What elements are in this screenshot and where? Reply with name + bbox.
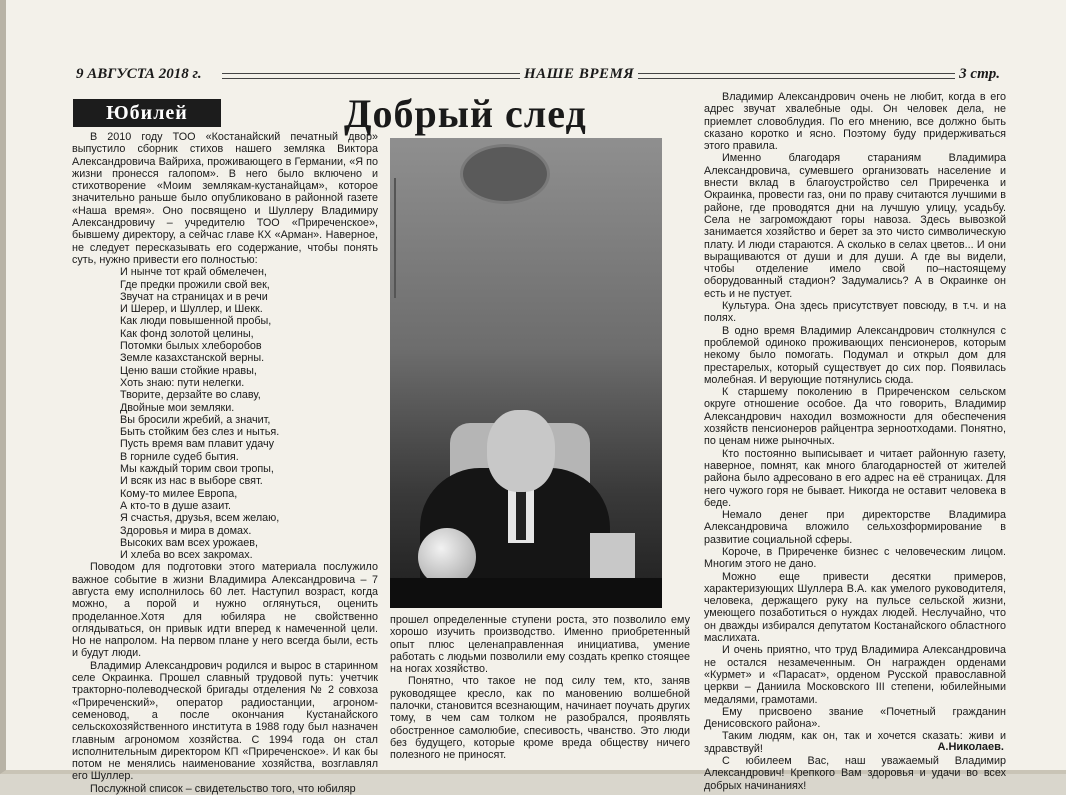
poem-line: Хоть знаю: пути нелегки.	[120, 376, 245, 389]
issue-date: 9 АВГУСТА 2018 г.	[72, 66, 206, 83]
paragraph: Именно благодаря стараниям Владимира Александровича, сумевшего организовать население и внести вклад в благоустройство сел Приреченка и Окраинка, провести газ, они по праву считаются лучшими в районе, где проводятся дни на лучшую улицу, усадьбу. Села не загромождают горы навоза. Здесь вывозкой занимается хозяйство и берет за это чисто символическую плату. И люди стараются. А сколько в селах цветов... И они выращиваются от души и для души. А где вы видели, чтобы отделение имело свой по–настоящему оборудованный стадион? Задумались? А в Окраинке он есть и не пустует.	[704, 152, 1006, 300]
paragraph: Короче, в Приреченке бизнес с человеческим лицом. Многим этого не дано.	[704, 545, 1006, 571]
poem-line: И хлеба во всех закромах.	[120, 549, 253, 562]
poem-line: Кому-то милее Европа,	[120, 487, 238, 500]
penholder-shape	[590, 533, 635, 581]
poem-line: Как фонд золотой целины,	[120, 327, 254, 340]
rubric-label: Юбилей	[73, 99, 221, 127]
poem-line: Где предки прожили свой век,	[120, 278, 270, 291]
page-number: 3 стр.	[955, 66, 1004, 83]
poem-line: И нынче тот край обмелечен,	[120, 266, 267, 279]
poem	[72, 266, 378, 561]
poem-line: Творите, дерзайте во славу,	[120, 389, 261, 402]
portrait-photo	[390, 138, 662, 608]
poem-line: И Шерер, и Шуллер, и Шекк.	[120, 303, 263, 316]
paragraph: Культура. Она здесь присутствует повсюду, в т.ч. и на полях.	[704, 300, 1006, 325]
paragraph: Поводом для подготовки этого материала послужило важное событие в жизни Владимира Александровича – 7 августа ему исполнилось 60 лет. Наступил возраст, когда можно, а порой и нужно оглянуться, оценить проделанное.Хотя для юбиляра не свойственно оглядываться, он привык идти вперед к намеченной цели. Но не напролом. На первом плане у него всегда были, есть и будут люди.	[72, 561, 378, 660]
paper-title: НАШЕ ВРЕМЯ	[520, 66, 638, 83]
poem-line: Двойные мои земляки.	[120, 401, 235, 414]
author-signature: А.Николаев.	[937, 741, 1004, 753]
head-shape	[487, 410, 555, 492]
poem-line: Вы бросили жребий, а значит,	[120, 413, 271, 426]
poem-line: Я счастья, друзья, всем желаю,	[120, 512, 280, 525]
column-1	[72, 131, 378, 795]
poem-line: Высоких вам всех урожаев,	[120, 536, 258, 549]
paragraph: Ему присвоено звание «Почетный гражданин Денисовского района».	[704, 705, 1006, 731]
poem-line: Пусть время вам плавит удачу	[120, 438, 275, 451]
poem-line: Земле казахстанской верны.	[120, 352, 265, 365]
paragraph: Послужной список – свидетельство того, что юбиляр	[90, 782, 356, 795]
paragraph: И очень приятно, что труд Владимира Александровича не остался незамеченным. Он награжден орденами «Курмет» и «Парасат», орденом Русской православной церкви – Даниила Московского III степени, юбилейными медалями, грамотами.	[704, 644, 1006, 706]
poem-line: Как люди повышенной пробы,	[120, 315, 272, 328]
emblem-shape	[460, 144, 550, 204]
tie-shape	[516, 490, 526, 540]
paragraph: Владимир Александрович родился и вырос в старинном селе Окраинка. Прошел славный трудовой путь: учетчик тракторно-полеводческой бригады отделения № 2 совхоза «Приреченский», оператор радиостанции, агроном-семеновод, а после окончания Кустанайского сельскохозяйственного института в 1988 году был назначен главным агрономом хозяйства. С 1994 года он стал исполнительным директором КП «Приреченское». И как бы потом не менялись наименование хозяйства, возглавлял его Шуллер.	[72, 659, 378, 783]
poem-line: А кто-то в душе азаит.	[120, 499, 232, 512]
paragraph: Кто постоянно выписывает и читает районную газету, наверное, помнят, как много благодарностей от жителей района было адресовано в его адрес на её страницах. Для него чужого горя не бывает. Никогда не оставит человека в беде.	[704, 447, 1006, 509]
paragraph: С юбилеем Вас, наш уважаемый Владимир Александрович! Крепкого Вам здоровья и удачи во всех добрых начинаниях!	[704, 755, 1006, 792]
poem-line: В горниле судеб бытия.	[120, 450, 239, 463]
paragraph: Понятно, что такое не под силу тем, кто, заняв руководящее кресло, как по мановению волшебной палочки, становится всезнающим, начинает поучать других тому, в чем сам толком не разобрался, проявлять обостренное самолюбие, спесивость, чванство. Это люди без будущего, которые кроме вреда обществу ничего полезного не приносят.	[390, 675, 690, 762]
paragraph: В 2010 году ТОО «Костанайский печатный двор» выпустило сборник стихов нашего земляка Виктора Александровича Вайриха, проживающего в Германии, «Я по жизни пронесся галопом». В него было включено и стихотворение «Моим землякам-кустанайцам», которое значительно раньше было опубликовано в районной газете «Наша время». Оно посвящено и Шуллеру Владимиру Александровичу – учредителю ТОО «Приреченское», бывшему директору, а сейчас главе КХ «Арман». Наверное, не следует пересказывать его содержание, чтобы понять суть, нужно привести его полностью:	[72, 131, 378, 266]
paragraph: В одно время Владимир Александрович столкнулся с проблемой одиноко проживающих пенсионеров, которым некому было помогать. Подумал и открыл дом для престарелых, который существует до сих пор. Появилась молебная. И верующие потянулись сюда.	[704, 324, 1006, 386]
poem-line: Звучат на страницах и в речи	[120, 290, 268, 303]
poem-line: Здоровья и мира в домах.	[120, 524, 252, 537]
page-header	[72, 66, 1004, 86]
paragraph: Владимир Александрович очень не любит, когда в его адрес звучат хвалебные оды. Он человек дела, не приемлет словоблудия. По его мнению, все должно быть сказано коротко и ясно. Поэтому буду придерживаться этого правила.	[704, 91, 1006, 153]
paragraph: прошел определенные ступени роста, это позволило ему хорошо изучить производство. Именно приобретенный опыт плюс целенаправленная инициатива, умение работать с людьми позволили ему создать крепко стоящее на ногах хозяйство.	[390, 614, 690, 676]
desk-shape	[390, 578, 662, 608]
poem-line: Ценю ваши стойкие нравы,	[120, 364, 257, 377]
paragraph: К старшему поколению в Приреченском сельском округе отношение особое. Да что говорить, Владимир Александрович находил возможности для обеспечения хозяйств пенсионеров райцентра зерноотходами. Понятно, по ценам ниже рыночных.	[704, 386, 1006, 448]
poem-line: Быть стойким без слез и нытья.	[120, 426, 280, 439]
article-headline: Добрый след	[344, 91, 587, 136]
column-3	[704, 91, 1006, 792]
paragraph: Немало денег при директорстве Владимира Александровича вложило сельхозформирование в развитие социальной сферы.	[704, 509, 1006, 546]
flowers-shape	[394, 178, 422, 298]
poem-line: Потомки былых хлеборобов	[120, 340, 262, 353]
poem-line: Мы каждый торим свои тропы,	[120, 463, 274, 476]
paragraph: Таким людям, как он, так и хочется сказать: живи и здравствуй!	[704, 730, 1006, 755]
column-2	[390, 614, 690, 762]
paragraph: Можно еще привести десятки примеров, характеризующих Шуллера В.А. как умелого руководителя, человека, держащего руку на пульсе сельской жизни, умеющего позаботиться о нуждах людей. Неслучайно, что он дважды избирался депутатом Костанайского областного маслихата.	[704, 570, 1006, 645]
poem-line: И всяк из нас в выборе свят.	[120, 475, 263, 488]
